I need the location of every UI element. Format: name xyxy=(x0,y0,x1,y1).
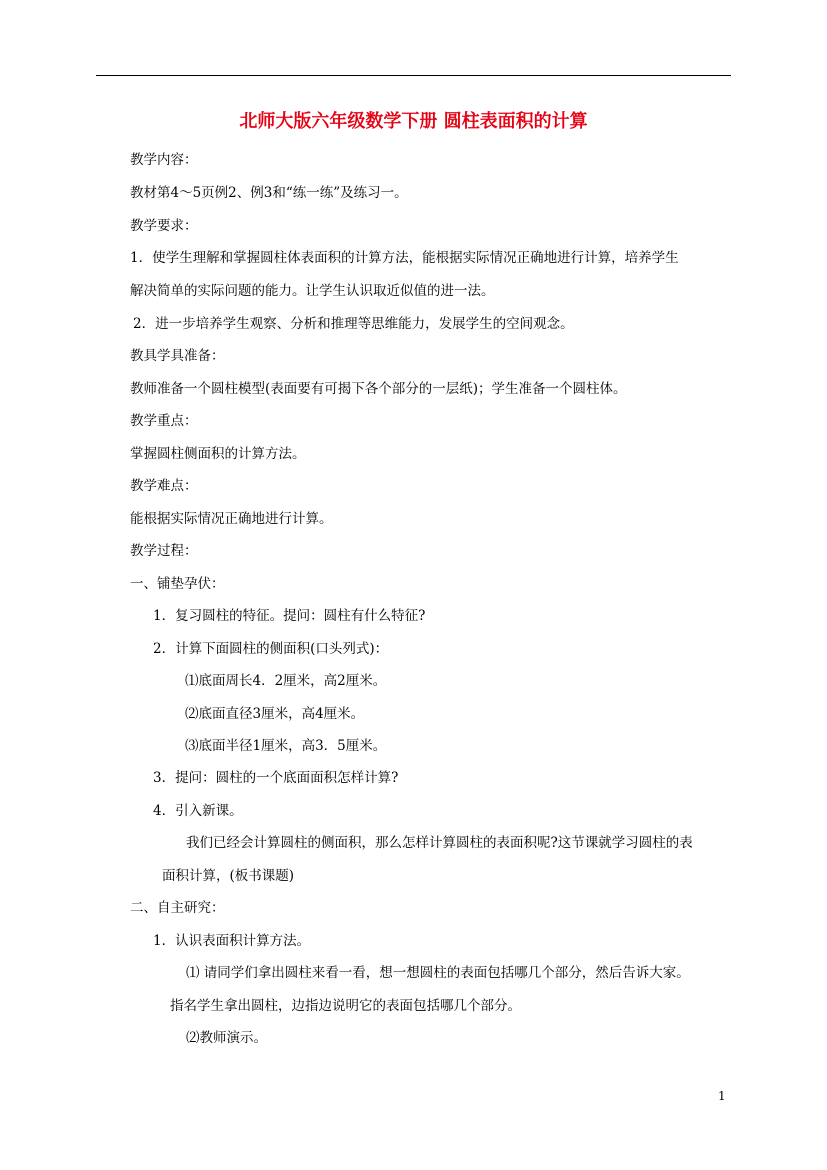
body-line: 一、铺垫孕伏： xyxy=(130,576,225,592)
body-line: 面积计算，(板书课题) xyxy=(162,868,295,884)
body-line: 教学重点： xyxy=(130,413,198,429)
body-line: 我们已经会计算圆柱的侧面积，那么怎样计算圆柱的表面积呢?这节课就学习圆柱的表 xyxy=(186,835,693,851)
body-line: 2．进一步培养学生观察、分析和推理等思维能力，发展学生的空间观念。 xyxy=(133,316,574,332)
body-line: 3．提问：圆柱的一个底面面积怎样计算? xyxy=(153,770,399,786)
body-line: 教学难点： xyxy=(130,478,198,494)
body-line: 1．认识表面积计算方法。 xyxy=(153,933,311,949)
body-line: 能根据实际情况正确地进行计算。 xyxy=(130,511,333,527)
body-line: 1．使学生理解和掌握圆柱体表面积的计算方法，能根据实际情况正确地进行计算，培养学生 xyxy=(130,250,679,266)
header-rule xyxy=(96,75,731,76)
body-line: 解决简单的实际问题的能力。让学生认识取近似值的进一法。 xyxy=(130,283,495,299)
body-line: ⑴底面周长4．2厘米，高2厘米。 xyxy=(185,673,387,689)
body-line: 4．引入新课。 xyxy=(153,803,243,819)
body-line: 二、自主研究： xyxy=(130,900,225,916)
body-line: 2．计算下面圆柱的侧面积(口头列式)： xyxy=(153,641,389,657)
body-line: 教材第4～5页例2、例3和“练一练”及练习一。 xyxy=(130,185,408,201)
body-line: 教师准备一个圆柱模型(表面要有可揭下各个部分的一层纸)；学生准备一个圆柱体。 xyxy=(130,381,627,397)
body-line: ⑵教师演示。 xyxy=(186,1030,267,1046)
body-line: 教学内容： xyxy=(130,152,198,168)
body-line: 指名学生拿出圆柱，边指边说明它的表面包括哪几个部分。 xyxy=(170,998,521,1014)
body-line: ⑴ 请同学们拿出圆柱来看一看，想一想圆柱的表面包括哪几个部分，然后告诉大家。 xyxy=(186,965,690,981)
body-line: 教学要求： xyxy=(130,218,198,234)
page-number: 1 xyxy=(718,1089,726,1103)
body-line: ⑵底面直径3厘米，高4厘米。 xyxy=(185,706,365,722)
body-line: 教具学具准备： xyxy=(130,348,225,364)
body-line: ⑶底面半径1厘米，高3．5厘米。 xyxy=(185,738,387,754)
body-line: 掌握圆柱侧面积的计算方法。 xyxy=(130,446,306,462)
body-line: 教学过程： xyxy=(130,543,198,559)
document-title: 北师大版六年级数学下册 圆柱表面积的计算 xyxy=(239,111,588,132)
body-line: 1．复习圆柱的特征。提问：圆柱有什么特征? xyxy=(153,608,426,624)
